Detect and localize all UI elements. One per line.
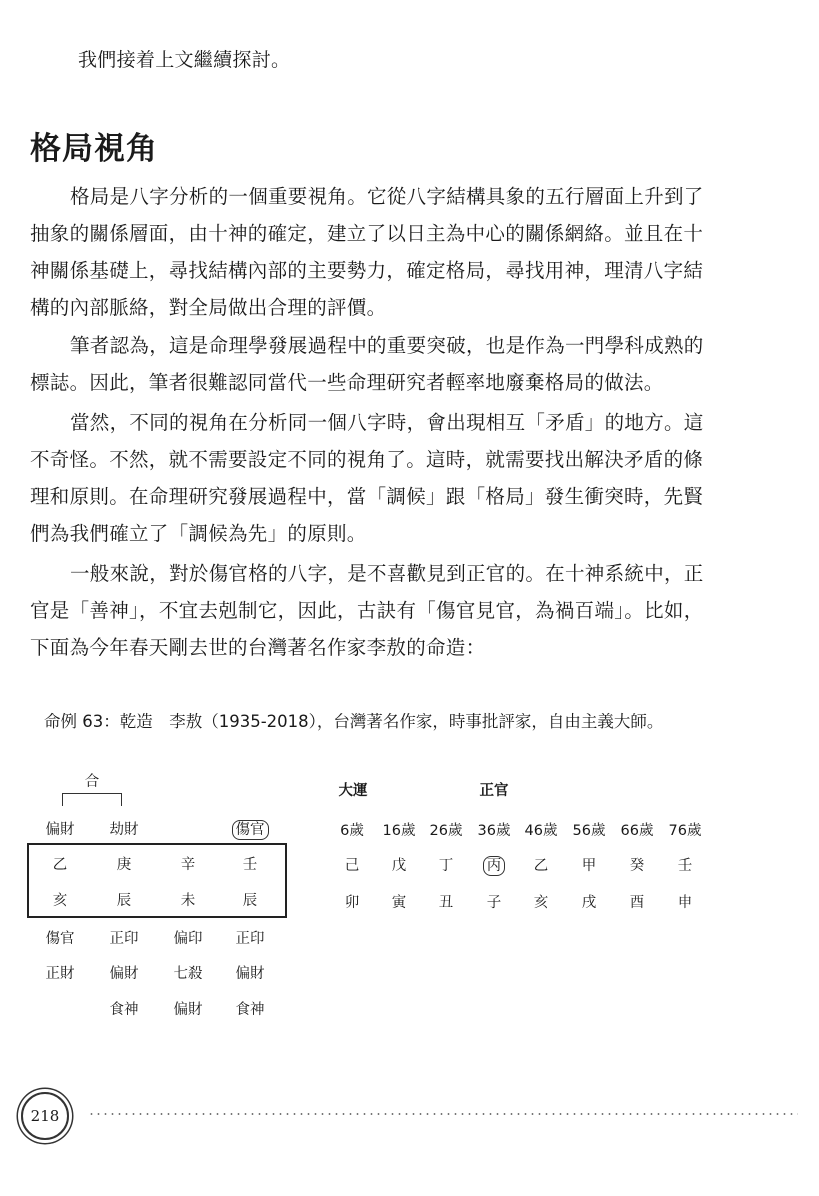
paragraph-line: 格局是八字分析的一個重要視角。它從八字結構具象的五行層面上升到了 (70, 185, 704, 208)
paragraph-line: 標誌。因此，筆者很難認同當代一些命理研究者輕率地廢棄格局的做法。 (30, 371, 664, 394)
hidden-god: 食神 (109, 1002, 139, 1018)
dayun-stem: 癸 (629, 858, 645, 874)
hidden-god: 偏財 (173, 1002, 203, 1018)
dayun-age: 6歲 (340, 823, 364, 839)
dayun-stem: 甲 (581, 858, 597, 874)
dayun-branch: 寅 (391, 895, 407, 911)
heavenly-stem: 庚 (116, 857, 132, 873)
page-number: 218 (21, 1092, 69, 1140)
top-god-circled (220, 818, 280, 839)
hidden-god: 食神 (235, 1002, 265, 1018)
intro-line: 我們接着上文繼續探討。 (78, 49, 291, 71)
dayun-branch: 子 (486, 895, 502, 911)
earthly-branch: 辰 (242, 893, 258, 909)
dayun-label: 大運 (338, 783, 368, 799)
top-god: 偏財 (45, 822, 75, 838)
dayun-age: 16歲 (382, 823, 416, 839)
hidden-god: 傷官 (45, 931, 75, 947)
earthly-branch: 亥 (52, 893, 68, 909)
paragraph-4 (30, 555, 720, 666)
hidden-god: 偏財 (235, 966, 265, 982)
dayun-stem: 己 (344, 858, 360, 874)
footer-dotted-rule (88, 1113, 798, 1115)
dayun-age: 66歲 (620, 823, 654, 839)
earthly-branch: 未 (180, 893, 196, 909)
paragraph-line: 不奇怪。不然，就不需要設定不同的視角了。這時，就需要找出解決矛盾的條 (30, 448, 704, 471)
hidden-god: 正印 (109, 931, 139, 947)
dayun-branch: 丑 (438, 895, 454, 911)
paragraph-2 (30, 327, 720, 401)
paragraph-line: 一般來說，對於傷官格的八字，是不喜歡見到正官的。在十神系統中，正 (70, 562, 704, 585)
hidden-god: 七殺 (173, 966, 203, 982)
paragraph-line: 下面為今年春天剛去世的台灣著名作家李敖的命造： (30, 636, 486, 659)
dayun-highlight-label: 正官 (479, 783, 509, 799)
hidden-god: 偏財 (109, 966, 139, 982)
dayun-age: 36歲 (477, 823, 511, 839)
heavenly-stem: 乙 (52, 857, 68, 873)
heavenly-stem: 壬 (242, 857, 258, 873)
dayun-age: 56歲 (572, 823, 606, 839)
paragraph-line: 們為我們確立了「調候為先」的原則。 (30, 522, 367, 545)
dayun-branch: 亥 (533, 895, 549, 911)
hidden-god: 偏印 (173, 931, 203, 947)
dayun-stem: 乙 (533, 858, 549, 874)
hidden-god: 正財 (45, 966, 75, 982)
paragraph-line: 抽象的關係層面，由十神的確定，建立了以日主為中心的關係網絡。並且在十 (30, 222, 704, 245)
case-caption: 命例 63：乾造 李敖（1935-2018），台灣著名作家，時事批評家，自由主義大師。 (44, 712, 664, 731)
heavenly-stem: 辛 (180, 857, 196, 873)
section-heading: 格局視角 (30, 131, 158, 167)
paragraph-line: 官是「善神」，不宜去剋制它，因此，古訣有「傷官見官，為禍百端」。比如， (30, 599, 704, 622)
combine-label: 合 (84, 774, 100, 790)
dayun-stem: 壬 (677, 858, 693, 874)
dayun-age: 46歲 (524, 823, 558, 839)
dayun-branch: 卯 (344, 895, 360, 911)
dayun-stem: 丁 (438, 858, 454, 874)
dayun-stem-text: 丙 (483, 856, 506, 876)
dayun-branch: 申 (677, 895, 693, 911)
paragraph-1 (30, 178, 720, 326)
earthly-branch: 辰 (116, 893, 132, 909)
paragraph-line: 筆者認為，這是命理學發展過程中的重要突破，也是作為一門學科成熟的 (70, 334, 704, 357)
dayun-branch: 酉 (629, 895, 645, 911)
dayun-branch: 戌 (581, 895, 597, 911)
dayun-stem: 戊 (391, 858, 407, 874)
paragraph-line: 理和原則。在命理研究發展過程中，當「調候」跟「格局」發生衝突時，先賢 (30, 485, 704, 508)
combine-bracket (62, 793, 122, 806)
dayun-age: 26歲 (429, 823, 463, 839)
top-god: 劫財 (109, 822, 139, 838)
dayun-age: 76歲 (668, 823, 702, 839)
hidden-god: 正印 (235, 931, 265, 947)
paragraph-line: 神關係基礎上，尋找結構內部的主要勢力，確定格局，尋找用神，理清八字結 (30, 259, 704, 282)
paragraph-line: 構的內部脈絡，對全局做出合理的評價。 (30, 296, 387, 319)
top-god-text: 傷官 (232, 820, 269, 840)
paragraph-line: 當然，不同的視角在分析同一個八字時，會出現相互「矛盾」的地方。這 (70, 411, 704, 434)
paragraph-3 (30, 404, 720, 552)
